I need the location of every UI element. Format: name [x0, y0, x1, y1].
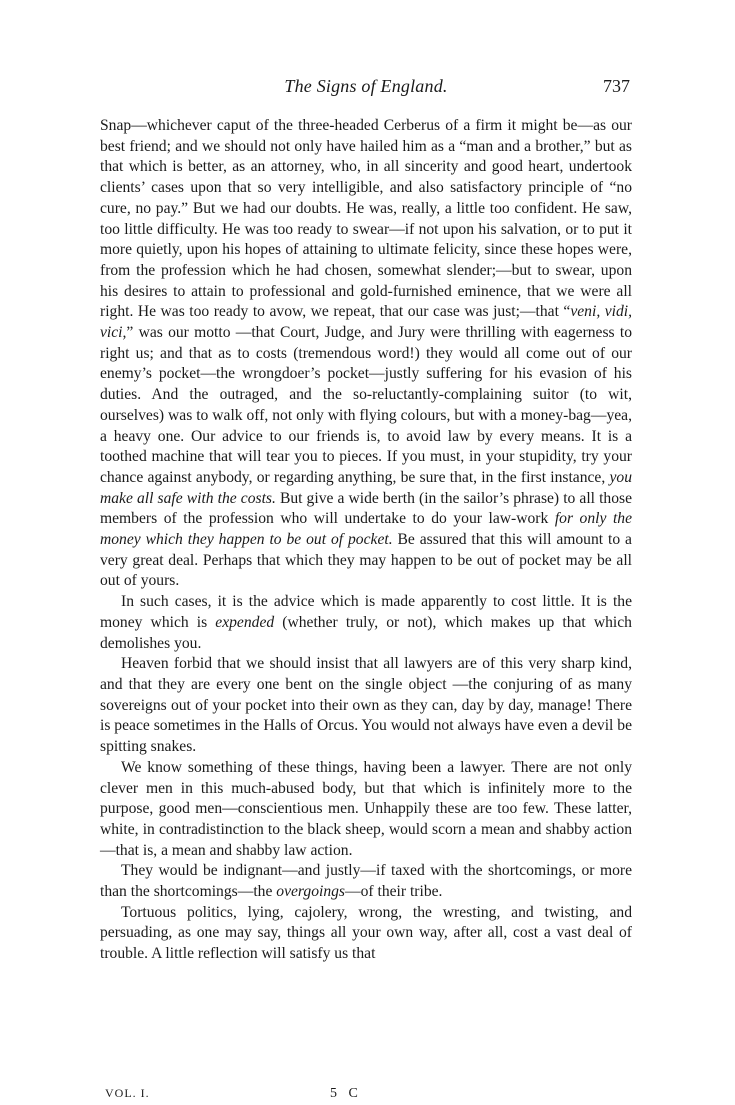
volume-label: VOL. I. — [105, 1086, 150, 1100]
italic-segment: veni, vidi, vici, — [100, 303, 632, 342]
text-segment: In such cases, it is the advice which is made apparently to cost little. It is the money which is — [100, 593, 632, 631]
text-segment: Snap—whichever caput of the three-headed Cerberus of a firm it might be—as our best friend; and we should not only have hailed him as a “man and a brother,” but as that which is better, as an attorney, who, in all sincerity and good heart, undertook clients’ cases upon that so very intelligible, and also satisfactory principle of “no cure, no pay.” But we had our doubts. He was, really, a little too confident. He saw, too little difficulty. He was too ready to swear—if not upon his salvation, or to put it more quietly, upon his hopes of attaining to ultimate felicity, since these hopes were, from the profession which he had chosen, somewhat slender;—but to swear, upon his desires to attain to professional and gold-furnished eminence, that we were all right. He was too ready to avow, we repeat, that our case was just;—that “ — [100, 117, 632, 321]
text-segment: Be assured that this will amount to a very great deal. Perhaps that which they may happen to be out of pocket may be all out of yours. — [100, 531, 632, 590]
page-footer — [105, 1086, 405, 1104]
page — [100, 76, 632, 965]
text-segment: Tortuous politics, lying, cajolery, wrong, the wresting, and twisting, and persuading, as one may say, things all your own way, after all, cost a vast deal of trouble. A little reflection will satisfy us that — [100, 903, 632, 963]
text-segment: ” was our motto —that Court, Judge, and Jury were thrilling with eagerness to right us; and that as to costs (tremendous word!) they would all come out of our enemy’s pocket—the wrongdoer’s pocket—justly suffering for his evasion of his duties. And the outraged, and the so-reluctantly-complaining suitor (to wit, ourselves) was to walk off, not only with flying colours, but with a money-bag—yea, a heavy one. Our advice to our friends is, to avoid law by every means. It is a toothed machine that will tear you to pieces. If you must, in your stupidity, try your chance against anybody, or regarding anything, be sure that, in the first instance, — [100, 324, 632, 486]
running-title: The Signs of England. — [284, 76, 448, 96]
paragraph-2 — [100, 592, 632, 654]
italic-segment: overgoings — [276, 883, 345, 901]
text-segment: (whether truly, or not), which makes up that which demolishes you. — [100, 613, 632, 652]
text-segment: They would be indignant—and justly—if taxed with the shortcomings, or more than the shortcomings—the — [100, 862, 632, 901]
paragraph-4 — [100, 758, 632, 862]
italic-segment: expended — [215, 613, 275, 631]
paragraph-5 — [100, 861, 632, 902]
page-number: 737 — [603, 76, 630, 96]
text-segment: We know something of these things, having been a lawyer. There are not only clever men in this much-abused body, but that which is infinitely more to the purpose, good men—conscientious men. Unhappily these are too few. These latter, white, in contradistinction to the black sheep, would scorn a mean and shabby action—that is, a mean and shabby law action. — [100, 758, 632, 859]
body-text — [100, 116, 632, 965]
paragraph-3 — [100, 654, 632, 758]
text-segment: Heaven forbid that we should insist that all lawyers are of this very sharp kind, and that they are every one bent on the single object —the conjuring of as many sovereigns out of your pocket into their own as they can, day by day, manage! There is peace sometimes in the Halls of Orcus. You would not always have even a devil be spitting snakes. — [100, 655, 632, 756]
running-head — [100, 76, 632, 102]
signature-mark: 5 C — [330, 1086, 362, 1101]
italic-segment: you make all safe with the costs. — [100, 468, 632, 507]
text-segment: But give a wide berth (in the sailor’s phrase) to all those members of the profession who will undertake to do your law-work — [100, 489, 632, 528]
italic-segment: for only the money which they happen to be out of pocket. — [100, 510, 632, 549]
text-segment: —of their tribe. — [345, 883, 443, 901]
paragraph-6 — [100, 903, 632, 965]
paragraph-1 — [100, 116, 632, 592]
